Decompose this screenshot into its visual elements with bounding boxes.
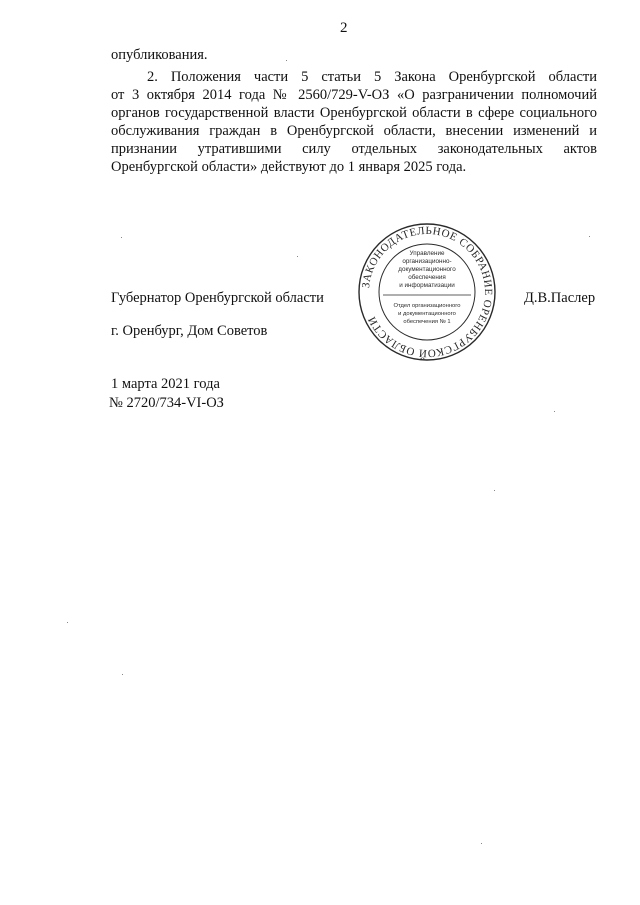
scan-speck [121,237,122,238]
stamp-bottom-line: обеспечения № 1 [403,319,451,325]
signatory-name: Д.В.Паслер [524,290,596,306]
stamp-bottom-line: и документационного [398,311,456,317]
paragraph-line-continuation: опубликования. [111,47,208,63]
scan-speck [481,843,482,844]
signing-date: 1 марта 2021 года [111,376,220,392]
paragraph-line: признании утратившими силу отдельных законодательных актов [111,141,597,157]
stamp-inner-line: организационно- [402,258,452,265]
paragraph-line: 2. Положения части 5 статьи 5 Закона Оренбургской области [147,69,597,85]
stamp-inner-line: документационного [398,266,456,273]
scan-speck [494,490,495,491]
paragraph-line: от 3 октября 2014 года № 2560/729-V-ОЗ «О разграничении полномочий [111,87,597,103]
law-number: № 2720/734-VI-ОЗ [109,395,224,411]
stamp-inner-line: и информатизации [399,282,455,289]
stamp-inner-line: обеспечения [408,274,446,281]
scan-speck [67,622,68,623]
signing-place: г. Оренбург, Дом Советов [111,323,268,339]
stamp-bottom-line: Отдел организационного [393,303,461,309]
scan-speck [122,674,123,675]
paragraph-line-last: Оренбургской области» действуют до 1 января 2025 года. [111,159,467,175]
scan-speck [554,411,555,412]
signatory-position: Губернатор Оренбургской области [111,290,324,306]
scan-speck [286,60,287,61]
stamp-inner-line: Управление [409,250,445,257]
scan-speck [297,256,298,257]
scan-speck [589,236,590,237]
page-number: 2 [340,20,348,36]
paragraph-line: обслуживания граждан в Оренбургской области, внесении изменений и [111,123,597,139]
paragraph-line: органов государственной власти Оренбургской области в сфере социального [111,105,597,121]
stamp-ring-textpath: ЗАКОНОДАТЕЛЬНОЕ СОБРАНИЕ ОРЕНБУРГСКОЙ ОБЛАСТИ [360,224,495,360]
official-stamp [357,222,497,362]
stamp-ring-text [360,225,494,359]
